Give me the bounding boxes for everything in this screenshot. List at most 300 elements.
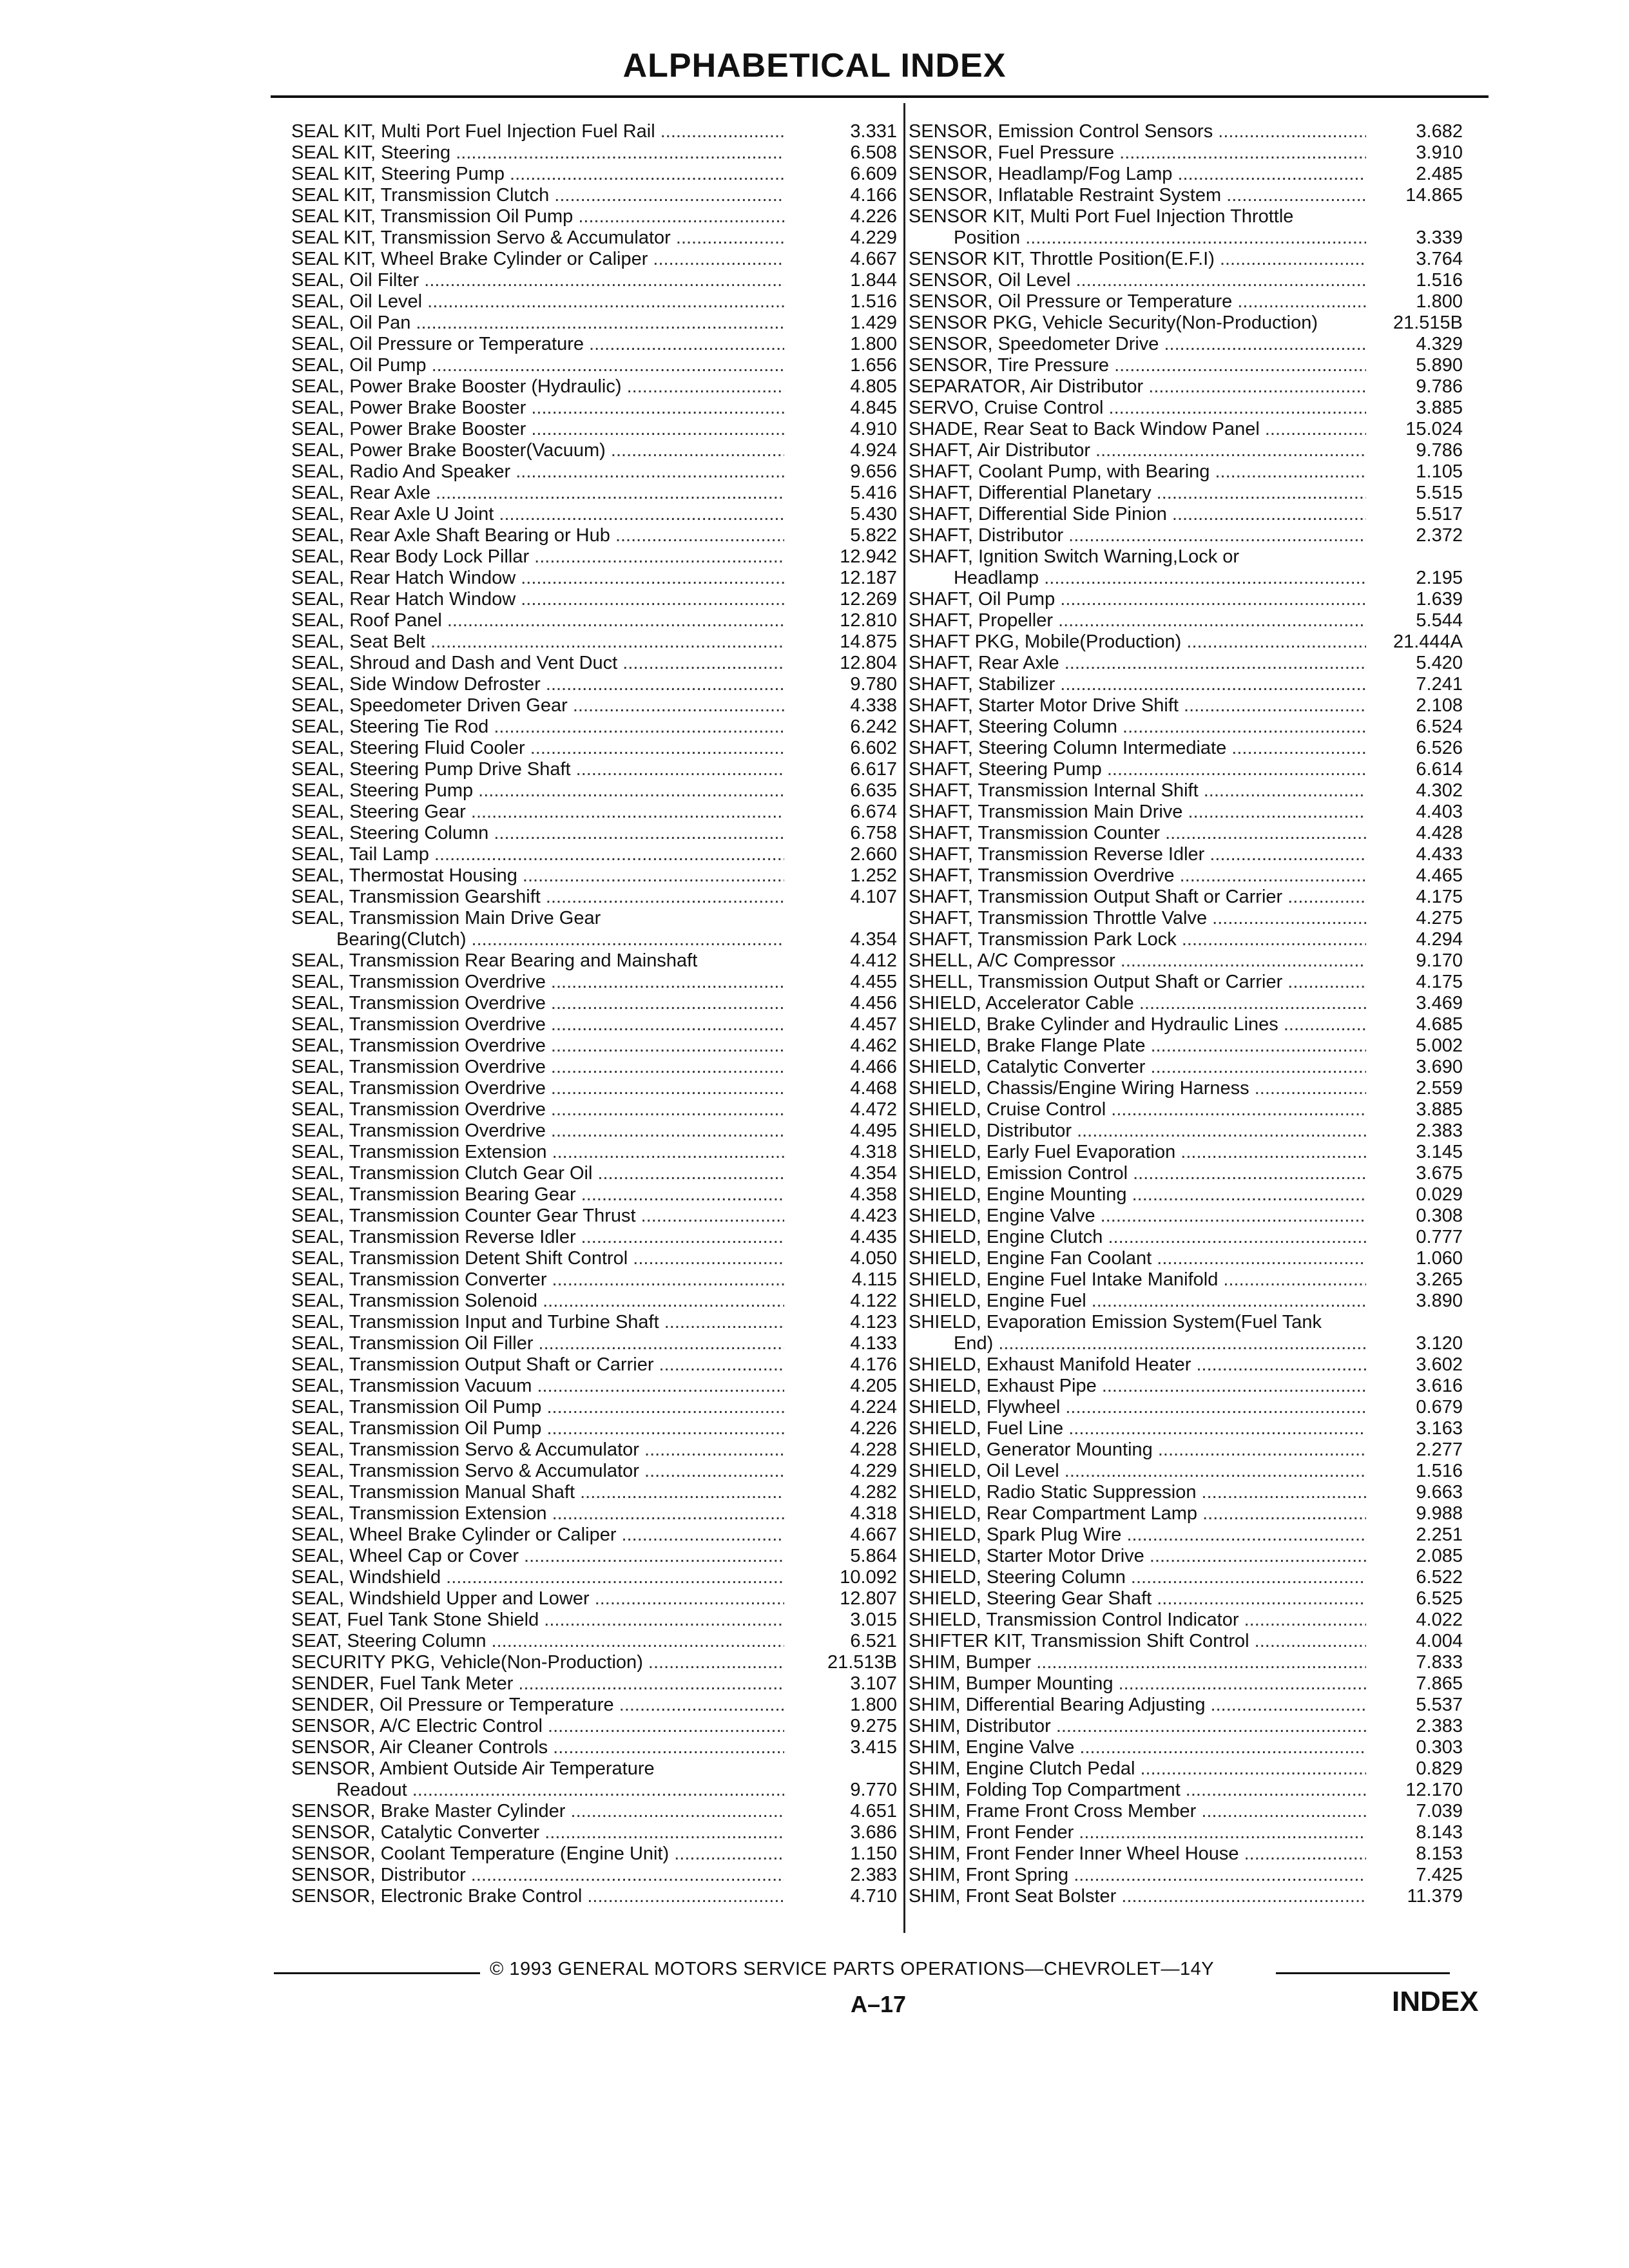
footer-rule-right	[1276, 1972, 1450, 1974]
index-entry	[291, 1269, 897, 1291]
entry-name: SEAL KIT, Transmission Servo & Accumulator .....	[291, 227, 784, 249]
entry-name: SEAL, Power Brake Booster .....	[291, 398, 784, 419]
entry-name: SEAL, Transmission Gearshift .....	[291, 887, 784, 908]
entry-name: SHIELD, Starter Motor Drive .....	[909, 1546, 1366, 1567]
entry-page: 5.864	[850, 1546, 897, 1566]
entry-name: SEAL, Power Brake Booster (Hydraulic) .....	[291, 376, 784, 398]
entry-page: 4.176	[850, 1354, 897, 1375]
entry-page: 4.667	[850, 249, 897, 269]
footer-copyright: © 1993 GENERAL MOTORS SERVICE PARTS OPERATIONS—CHEVROLET—14Y	[490, 1959, 1215, 1979]
entry-name: SHIELD, Radio Static Suppression .....	[909, 1482, 1366, 1503]
entry-name: SEAL, Transmission Vacuum .....	[291, 1376, 784, 1397]
entry-name: SHAFT, Steering Column Intermediate .....	[909, 738, 1366, 759]
index-entry-continuation	[909, 1333, 1463, 1354]
entry-name: SHAFT, Transmission Overdrive .....	[909, 865, 1366, 887]
entry-page: 6.609	[850, 164, 897, 184]
entry-name: SHAFT, Starter Motor Drive Shift .....	[909, 695, 1366, 716]
entry-name: SHIELD, Exhaust Pipe .....	[909, 1376, 1366, 1397]
entry-page: 2.383	[850, 1865, 897, 1885]
entry-name: SENSOR, Ambient Outside Air Temperature	[291, 1758, 655, 1779]
entry-page: 9.170	[1416, 950, 1463, 971]
index-entry	[909, 355, 1463, 376]
entry-name: SHIELD, Generator Mounting .....	[909, 1439, 1366, 1461]
entry-name: SEAL, Transmission Manual Shaft .....	[291, 1482, 784, 1503]
entry-page: 3.890	[1416, 1291, 1463, 1311]
entry-page: 4.354	[850, 929, 897, 950]
entry-name: SEAL, Rear Axle Shaft Bearing or Hub .....	[291, 525, 784, 546]
entry-name: SEAL, Transmission Overdrive .....	[291, 1035, 784, 1057]
entry-page: 3.145	[1416, 1142, 1463, 1162]
entry-page: 4.302	[1416, 780, 1463, 801]
entry-name: SHAFT, Propeller .....	[909, 610, 1366, 631]
index-entry	[909, 1631, 1463, 1652]
index-entry	[291, 270, 897, 291]
entry-page: 1.516	[850, 291, 897, 312]
index-entry	[291, 1610, 897, 1631]
index-entry	[291, 1418, 897, 1439]
index-entry	[909, 1822, 1463, 1843]
entry-name: SEAL, Transmission Main Drive Gear	[291, 908, 601, 928]
entry-page: 4.354	[850, 1163, 897, 1184]
index-entry	[909, 525, 1463, 546]
index-entry	[909, 440, 1463, 461]
index-entry	[909, 206, 1463, 227]
index-entry	[909, 780, 1463, 802]
index-entry	[909, 589, 1463, 610]
entry-name: SHAFT, Ignition Switch Warning,Lock or	[909, 546, 1240, 567]
entry-name: SEAL, Radio And Speaker .....	[291, 461, 784, 483]
index-entry	[909, 1142, 1463, 1163]
entry-name: SEAL, Transmission Converter .....	[291, 1269, 784, 1291]
index-entry	[909, 1206, 1463, 1227]
entry-name: SHIELD, Spark Plug Wire .....	[909, 1524, 1366, 1546]
entry-page: 0.777	[1416, 1227, 1463, 1247]
entry-name: SEAT, Fuel Tank Stone Shield .....	[291, 1610, 784, 1631]
entry-page: 12.187	[840, 568, 897, 588]
entry-name: SHAFT, Transmission Counter .....	[909, 823, 1366, 844]
index-entry	[909, 312, 1463, 334]
index-entry	[291, 1843, 897, 1865]
entry-page: 3.910	[1416, 142, 1463, 163]
entry-name: SENSOR, Distributor .....	[291, 1865, 784, 1886]
entry-page: 1.105	[1416, 461, 1463, 482]
entry-page: 3.602	[1416, 1354, 1463, 1375]
entry-page: 4.175	[1416, 887, 1463, 907]
entry-page: 12.804	[840, 653, 897, 673]
index-entry	[909, 1078, 1463, 1099]
entry-name: SHAFT, Transmission Park Lock .....	[909, 929, 1366, 950]
index-entry	[291, 1631, 897, 1652]
entry-name: SHELL, Transmission Output Shaft or Carrier .....	[909, 972, 1366, 993]
entry-page: 2.383	[1416, 1120, 1463, 1141]
entry-page: 4.403	[1416, 802, 1463, 822]
entry-name: SEAL, Seat Belt .....	[291, 631, 784, 653]
index-entry	[909, 610, 1463, 631]
entry-page: 2.383	[1416, 1716, 1463, 1736]
entry-page: 4.495	[850, 1120, 897, 1141]
entry-page: 4.226	[850, 206, 897, 227]
entry-name: SHIELD, Emission Control .....	[909, 1163, 1366, 1184]
entry-page: 9.770	[850, 1780, 897, 1800]
entry-page: 9.663	[1416, 1482, 1463, 1503]
entry-page: 3.682	[1416, 121, 1463, 142]
entry-name: SEAL, Transmission Solenoid .....	[291, 1291, 784, 1312]
entry-name: SHIM, Front Fender .....	[909, 1822, 1366, 1843]
entry-name: SENSOR KIT, Multi Port Fuel Injection Throttle	[909, 206, 1294, 227]
entry-name: SHAFT, Steering Pump .....	[909, 759, 1366, 780]
entry-page: 7.039	[1416, 1801, 1463, 1821]
entry-page: 2.277	[1416, 1439, 1463, 1460]
entry-name: SEAL, Transmission Overdrive .....	[291, 1099, 784, 1120]
entry-name: SENSOR, Oil Pressure or Temperature .....	[909, 291, 1366, 312]
entry-name: SEAL, Rear Hatch Window .....	[291, 568, 784, 589]
index-entry	[291, 1673, 897, 1695]
entry-name: SEAL, Windshield .....	[291, 1567, 784, 1588]
entry-page: 6.525	[1416, 1588, 1463, 1609]
index-entry	[909, 674, 1463, 695]
entry-page: 7.833	[1416, 1652, 1463, 1673]
index-entry	[291, 950, 897, 972]
entry-name: SEAL, Transmission Extension .....	[291, 1142, 784, 1163]
entry-page: 2.108	[1416, 695, 1463, 716]
footer-rule-left	[274, 1972, 480, 1974]
index-entry	[909, 1865, 1463, 1886]
entry-page: 4.282	[850, 1482, 897, 1503]
entry-page: 4.412	[850, 950, 897, 971]
index-entry	[909, 1312, 1463, 1333]
index-entry	[909, 1610, 1463, 1631]
entry-page: 1.656	[850, 355, 897, 376]
entry-page: 4.022	[1416, 1610, 1463, 1630]
index-entry	[291, 653, 897, 674]
entry-name: SEAL, Transmission Reverse Idler .....	[291, 1227, 784, 1248]
index-entry	[909, 1546, 1463, 1567]
index-entry	[909, 1291, 1463, 1312]
index-entry	[909, 759, 1463, 780]
entry-page: 7.865	[1416, 1673, 1463, 1694]
entry-page: 4.651	[850, 1801, 897, 1821]
entry-page: 4.318	[850, 1142, 897, 1162]
entry-page: 1.429	[850, 312, 897, 333]
index-entry	[909, 121, 1463, 142]
entry-page: 6.508	[850, 142, 897, 163]
entry-page: 2.372	[1416, 525, 1463, 546]
entry-name: SHIELD, Oil Level .....	[909, 1461, 1366, 1482]
entry-name: SENSOR, Speedometer Drive .....	[909, 334, 1366, 355]
index-entry	[291, 1035, 897, 1057]
index-entry-continuation	[291, 929, 897, 950]
entry-page: 2.559	[1416, 1078, 1463, 1099]
index-entry	[291, 674, 897, 695]
index-entry	[291, 716, 897, 738]
index-entry	[291, 631, 897, 653]
index-entry	[291, 1376, 897, 1397]
entry-name: SEAL, Steering Gear .....	[291, 802, 784, 823]
index-entry	[291, 398, 897, 419]
entry-page: 7.241	[1416, 674, 1463, 695]
entry-page: 21.444A	[1393, 631, 1463, 652]
index-entry-continuation	[909, 227, 1463, 249]
index-entry	[909, 1801, 1463, 1822]
index-entry	[909, 993, 1463, 1014]
index-entry	[291, 1078, 897, 1099]
entry-page: 0.679	[1416, 1397, 1463, 1418]
entry-page: 6.635	[850, 780, 897, 801]
entry-page: 5.822	[850, 525, 897, 546]
entry-page: 4.685	[1416, 1014, 1463, 1035]
index-entry	[291, 206, 897, 227]
entry-name: SEAL, Transmission Detent Shift Control .....	[291, 1248, 784, 1269]
index-entry	[909, 1758, 1463, 1780]
entry-name: SHIM, Differential Bearing Adjusting .....	[909, 1695, 1366, 1716]
entry-page: 3.686	[850, 1822, 897, 1843]
entry-page: 4.468	[850, 1078, 897, 1099]
index-entry	[909, 270, 1463, 291]
index-entry	[291, 1206, 897, 1227]
entry-page: 4.456	[850, 993, 897, 1014]
entry-name: SENSOR, Brake Master Cylinder .....	[291, 1801, 784, 1822]
entry-name: SHIM, Front Fender Inner Wheel House .....	[909, 1843, 1366, 1865]
entry-page: 4.667	[850, 1524, 897, 1545]
entry-name: SEAL KIT, Transmission Clutch .....	[291, 185, 784, 206]
entry-page: 6.602	[850, 738, 897, 758]
entry-page: 4.433	[1416, 844, 1463, 865]
entry-page: 0.029	[1416, 1184, 1463, 1205]
entry-name: SHAFT, Transmission Main Drive .....	[909, 802, 1366, 823]
index-entry	[909, 887, 1463, 908]
entry-page: 0.303	[1416, 1737, 1463, 1758]
page-number: A–17	[851, 1991, 907, 2017]
right-index-column	[909, 121, 1463, 1907]
entry-name: SHIM, Bumper Mounting .....	[909, 1673, 1366, 1695]
entry-name: SHAFT, Distributor .....	[909, 525, 1366, 546]
entry-name: SENSOR, Oil Level .....	[909, 270, 1366, 291]
entry-name: SEPARATOR, Air Distributor .....	[909, 376, 1366, 398]
entry-name: SENSOR KIT, Throttle Position(E.F.I) .....	[909, 249, 1366, 270]
entry-name: SEAL KIT, Transmission Oil Pump .....	[291, 206, 784, 227]
index-entry	[909, 738, 1463, 759]
entry-page: 4.275	[1416, 908, 1463, 928]
entry-page: 4.004	[1416, 1631, 1463, 1651]
entry-name: SHIELD, Engine Fan Coolant .....	[909, 1248, 1366, 1269]
entry-name: SEAL, Transmission Extension .....	[291, 1503, 784, 1524]
entry-name: SEAL, Roof Panel .....	[291, 610, 784, 631]
index-entry-continuation	[291, 1780, 897, 1801]
entry-page: 0.308	[1416, 1206, 1463, 1226]
index-entry	[291, 1524, 897, 1546]
header-rule	[271, 95, 1489, 98]
index-entry	[909, 142, 1463, 164]
entry-page: 1.800	[850, 1695, 897, 1715]
entry-name: SEAL KIT, Steering .....	[291, 142, 784, 164]
entry-page: 21.515B	[1393, 312, 1463, 333]
entry-name: SEAL, Oil Pump .....	[291, 355, 784, 376]
entry-page: 5.515	[1416, 483, 1463, 503]
entry-page: 4.050	[850, 1248, 897, 1269]
entry-page: 3.469	[1416, 993, 1463, 1014]
index-entry	[291, 483, 897, 504]
index-entry	[909, 950, 1463, 972]
index-entry	[909, 185, 1463, 206]
entry-page: 3.616	[1416, 1376, 1463, 1396]
index-entry	[909, 1503, 1463, 1524]
entry-page: 9.786	[1416, 376, 1463, 397]
entry-page: 6.758	[850, 823, 897, 843]
index-entry	[909, 1439, 1463, 1461]
index-entry	[291, 1014, 897, 1035]
entry-name: SHAFT, Oil Pump .....	[909, 589, 1366, 610]
index-entry	[291, 1227, 897, 1248]
entry-page: 12.807	[840, 1588, 897, 1609]
entry-page: 1.639	[1416, 589, 1463, 610]
entry-page: 4.122	[850, 1291, 897, 1311]
entry-page: 12.269	[840, 589, 897, 610]
entry-page: 4.457	[850, 1014, 897, 1035]
entry-name: SEAL, Steering Column .....	[291, 823, 784, 844]
entry-name: SEAL, Windshield Upper and Lower .....	[291, 1588, 784, 1610]
entry-page: 12.942	[840, 546, 897, 567]
entry-page: 10.092	[840, 1567, 897, 1588]
index-entry	[291, 376, 897, 398]
entry-name: SEAL, Rear Body Lock Pillar .....	[291, 546, 784, 568]
index-entry	[909, 1227, 1463, 1248]
entry-name: SHIELD, Brake Flange Plate .....	[909, 1035, 1366, 1057]
entry-page: 9.780	[850, 674, 897, 695]
entry-name: SHIELD, Chassis/Engine Wiring Harness .....	[909, 1078, 1366, 1099]
entry-page: 6.522	[1416, 1567, 1463, 1588]
entry-name: SEAL, Transmission Counter Gear Thrust .....	[291, 1206, 784, 1227]
page-title: ALPHABETICAL INDEX	[622, 47, 1007, 84]
entry-name: SEAL, Transmission Bearing Gear .....	[291, 1184, 784, 1206]
index-entry	[909, 1780, 1463, 1801]
entry-page: 12.810	[840, 610, 897, 631]
index-entry	[909, 1269, 1463, 1291]
index-entry	[291, 1695, 897, 1716]
index-entry	[291, 1291, 897, 1312]
entry-name: SHADE, Rear Seat to Back Window Panel .....	[909, 419, 1366, 440]
index-entry	[909, 1376, 1463, 1397]
entry-name: SHIELD, Steering Gear Shaft .....	[909, 1588, 1366, 1610]
entry-name: SHAFT, Transmission Internal Shift .....	[909, 780, 1366, 802]
entry-name: SEAL, Tail Lamp .....	[291, 844, 784, 865]
entry-page: 4.845	[850, 398, 897, 418]
entry-name: SEAL, Transmission Servo & Accumulator .....	[291, 1439, 784, 1461]
entry-name: SEAL, Rear Axle U Joint .....	[291, 504, 784, 525]
entry-name: SEAL, Transmission Overdrive .....	[291, 1120, 784, 1142]
entry-name: SHAFT, Transmission Reverse Idler .....	[909, 844, 1366, 865]
entry-name: SEAL, Power Brake Booster(Vacuum) .....	[291, 440, 784, 461]
index-entry	[291, 1567, 897, 1588]
entry-page: 6.674	[850, 802, 897, 822]
entry-name: SHIELD, Transmission Control Indicator .....	[909, 1610, 1366, 1631]
index-entry	[291, 802, 897, 823]
index-entry	[909, 1588, 1463, 1610]
entry-name: SEAL, Thermostat Housing .....	[291, 865, 784, 887]
index-entry	[291, 1801, 897, 1822]
entry-page: 11.379	[1407, 1886, 1463, 1907]
entry-name: SHIM, Distributor .....	[909, 1716, 1366, 1737]
index-entry	[909, 1099, 1463, 1120]
entry-page: 4.358	[850, 1184, 897, 1205]
index-entry	[291, 419, 897, 440]
entry-page: 4.455	[850, 972, 897, 992]
index-entry	[909, 1120, 1463, 1142]
entry-name: SENSOR, Tire Pressure .....	[909, 355, 1366, 376]
column-divider	[903, 103, 905, 1933]
entry-name: SHAFT, Transmission Output Shaft or Carrier .....	[909, 887, 1366, 908]
entry-name: SENSOR, Emission Control Sensors .....	[909, 121, 1366, 142]
index-entry	[291, 780, 897, 802]
entry-name: SHIELD, Rear Compartment Lamp .....	[909, 1503, 1366, 1524]
index-entry	[291, 887, 897, 908]
index-entry	[909, 1418, 1463, 1439]
index-entry	[291, 121, 897, 142]
index-entry	[291, 142, 897, 164]
index-entry	[291, 589, 897, 610]
entry-page: 9.988	[1416, 1503, 1463, 1524]
index-entry	[909, 823, 1463, 844]
entry-page: 5.537	[1416, 1695, 1463, 1715]
entry-page: 6.521	[850, 1631, 897, 1651]
index-entry	[291, 525, 897, 546]
index-entry	[909, 1482, 1463, 1503]
entry-name: SEAL, Transmission Overdrive .....	[291, 1078, 784, 1099]
entry-name: SEAL, Transmission Oil Filler .....	[291, 1333, 784, 1354]
entry-name: SEAL, Shroud and Dash and Vent Duct .....	[291, 653, 784, 674]
entry-name: SEAL, Power Brake Booster .....	[291, 419, 784, 440]
index-entry	[291, 759, 897, 780]
entry-page: 4.166	[850, 185, 897, 206]
entry-page: 1.800	[850, 334, 897, 354]
entry-page: 4.175	[1416, 972, 1463, 992]
entry-page: 6.526	[1416, 738, 1463, 758]
entry-name: SEAL, Transmission Oil Pump .....	[291, 1397, 784, 1418]
entry-page: 7.425	[1416, 1865, 1463, 1885]
entry-page: 9.656	[850, 461, 897, 482]
index-entry	[909, 1695, 1463, 1716]
index-entry	[291, 1588, 897, 1610]
entry-page: 3.339	[1416, 227, 1463, 248]
entry-page: 5.544	[1416, 610, 1463, 631]
index-entry	[909, 908, 1463, 929]
index-entry	[291, 291, 897, 312]
index-entry	[909, 1652, 1463, 1673]
entry-page: 9.275	[850, 1716, 897, 1736]
entry-name: SHIELD, Exhaust Manifold Heater .....	[909, 1354, 1366, 1376]
entry-name: SENSOR, A/C Electric Control .....	[291, 1716, 784, 1737]
entry-name: SHIELD, Engine Fuel Intake Manifold .....	[909, 1269, 1366, 1291]
index-entry	[909, 1567, 1463, 1588]
entry-name: SHIM, Engine Valve .....	[909, 1737, 1366, 1758]
entry-name: SHIELD, Steering Column .....	[909, 1567, 1366, 1588]
entry-name: SENSOR, Headlamp/Fog Lamp .....	[909, 164, 1366, 185]
index-entry	[291, 610, 897, 631]
entry-page: 4.133	[850, 1333, 897, 1354]
entry-page: 5.002	[1416, 1035, 1463, 1056]
index-entry	[291, 1142, 897, 1163]
entry-page: 3.675	[1416, 1163, 1463, 1184]
index-entry	[909, 631, 1463, 653]
entry-page: 1.844	[850, 270, 897, 291]
entry-name: SHIELD, Engine Mounting .....	[909, 1184, 1366, 1206]
entry-page: 4.423	[850, 1206, 897, 1226]
index-entry	[291, 1886, 897, 1907]
index-entry	[291, 1312, 897, 1333]
entry-name: SHAFT, Coolant Pump, with Bearing .....	[909, 461, 1366, 483]
index-entry	[909, 1397, 1463, 1418]
entry-name: SENSOR, Catalytic Converter .....	[291, 1822, 784, 1843]
entry-name: SEAL, Oil Pan .....	[291, 312, 784, 334]
